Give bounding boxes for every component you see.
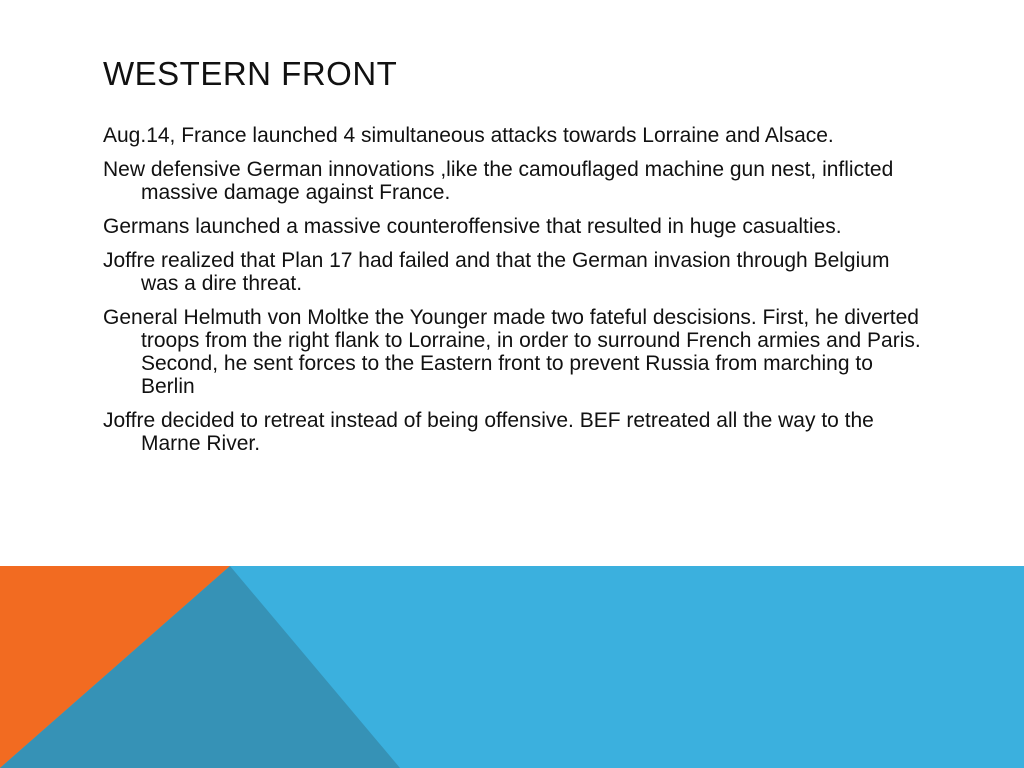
bullet-item: New defensive German innovations ,like the camouflaged machine gun nest, inflicted massive damage against France. — [103, 158, 894, 204]
decorative-footer-shapes — [0, 566, 1024, 768]
bullet-item: Aug.14, France launched 4 simultaneous attacks towards Lorraine and Alsace. — [103, 124, 834, 147]
slide-title: WESTERN FRONT — [103, 55, 398, 92]
bullet-item: Joffre realized that Plan 17 had failed and that the German invasion through Belgium was a dire threat. — [103, 249, 890, 295]
bullet-item: Germans launched a massive counteroffensive that resulted in huge casualties. — [103, 215, 842, 238]
bullet-list — [103, 124, 923, 466]
bullet-item: Joffre decided to retreat instead of being offensive. BEF retreated all the way to the Marne River. — [103, 409, 874, 455]
bullet-item: General Helmuth von Moltke the Younger made two fateful descisions. First, he diverted troops from the right flank to Lorraine, in order to surround French armies and Paris. Second, he sent forces to the Eastern front to prevent Russia from marching to Berlin — [103, 306, 921, 398]
